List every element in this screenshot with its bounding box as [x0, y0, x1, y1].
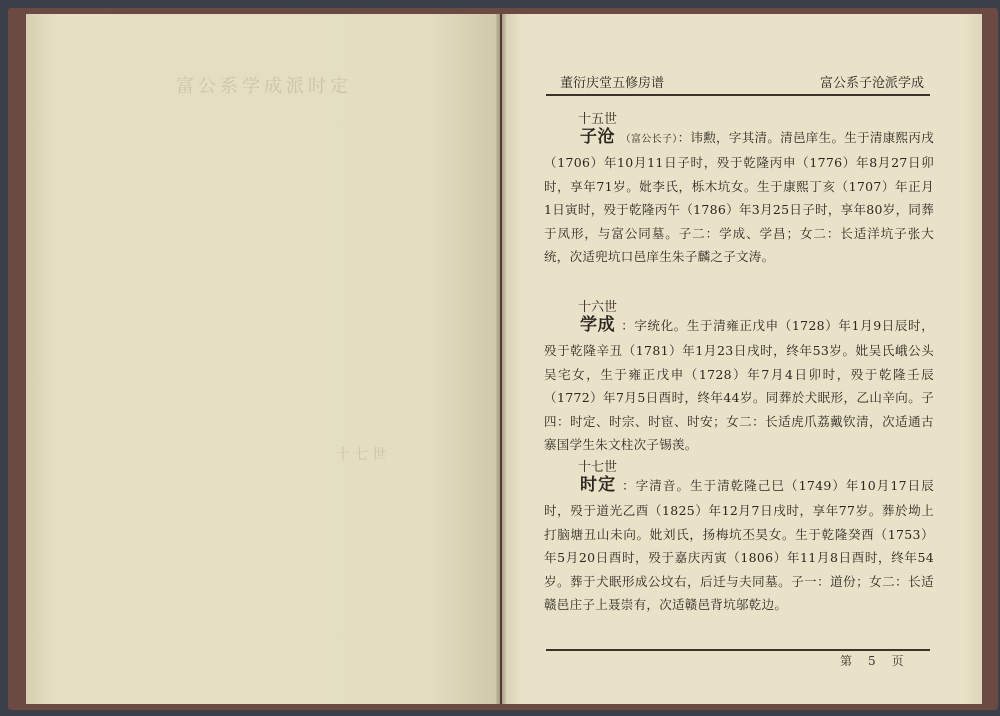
- header-rule: [546, 94, 930, 96]
- bleed-through-title: 富公系学成派时定: [176, 76, 352, 97]
- generation-label: 十六世: [578, 300, 618, 315]
- generation-label: 十五世: [578, 112, 618, 127]
- biography-text: ：字清音。生于清乾隆己巳（1749）年10月17日辰时，殁于道光乙酉（1825）年12月7日戌时，享年77岁。葬於坳上打脑塘丑山未向。妣刘氏，扬梅坑丕昊女。生于乾隆癸酉（1753）年5月20日酉时，殁于嘉庆丙寅（1806）年11月8日酉时，终年54岁。葬于犬眠形成公坟右，后迁与夫同墓。子一：道份；女二：长适赣邑庄子上聂崇有，次适赣邑背坑邬乾边。: [544, 478, 934, 613]
- biography-entry: [544, 474, 934, 616]
- person-note: （富公长子）: [620, 134, 678, 145]
- page-suffix: 页: [891, 654, 904, 668]
- right-page: [502, 14, 982, 704]
- person-name: 学成: [580, 315, 616, 335]
- header-book-title: 董衍庆堂五修房谱: [560, 76, 665, 91]
- biography-entry: [544, 126, 934, 268]
- biography-text: ：字统化。生于清雍正戊申（1728）年1月9日辰时，殁于乾隆辛丑（1781）年1月23日戌时，终年53岁。妣吴氏峨公头吴宅女，生于雍正戊申（1728）年7月4日卯时，殁于乾隆壬辰（1772）年7月5日酉时，终年44岁。同葬於犬眠形，乙山辛向。子四：时定、时宗、时宦、时安；女二：长适虎爪荔戴钦清，次适通古寨国学生朱文柱次子锡羡。: [544, 318, 934, 453]
- left-page: [26, 14, 500, 704]
- person-name: 时定: [580, 475, 617, 495]
- running-header: [546, 72, 930, 94]
- book-spine: [496, 14, 506, 704]
- generation-label: 十七世: [578, 460, 618, 475]
- person-name: 子沧: [580, 127, 615, 147]
- biography-entry: [544, 314, 934, 456]
- page-number: [832, 652, 912, 669]
- biography-text: ：讳勲，字其清。清邑庠生。生于清康熙丙戌（1706）年10月11日子时，殁于乾隆丙申（1776）年8月27日卯时，享年71岁。妣李氏，栎木坑女。生于康熙丁亥（1707）年正月1日寅时，殁于乾隆丙午（1786）年3月25日子时，享年80岁，同葬于凤形，与富公同墓。子二：学成、学昌；女二：长适洋坑子张大统，次适兜坑口邑庠生朱子麟之子文涛。: [544, 130, 934, 265]
- page-prefix: 第: [840, 654, 853, 668]
- page-number-value: 5: [868, 654, 876, 668]
- bleed-through-generation: 十七世: [336, 447, 390, 463]
- footer-rule: [546, 649, 930, 651]
- header-branch: 富公系子沧派学成: [819, 76, 924, 91]
